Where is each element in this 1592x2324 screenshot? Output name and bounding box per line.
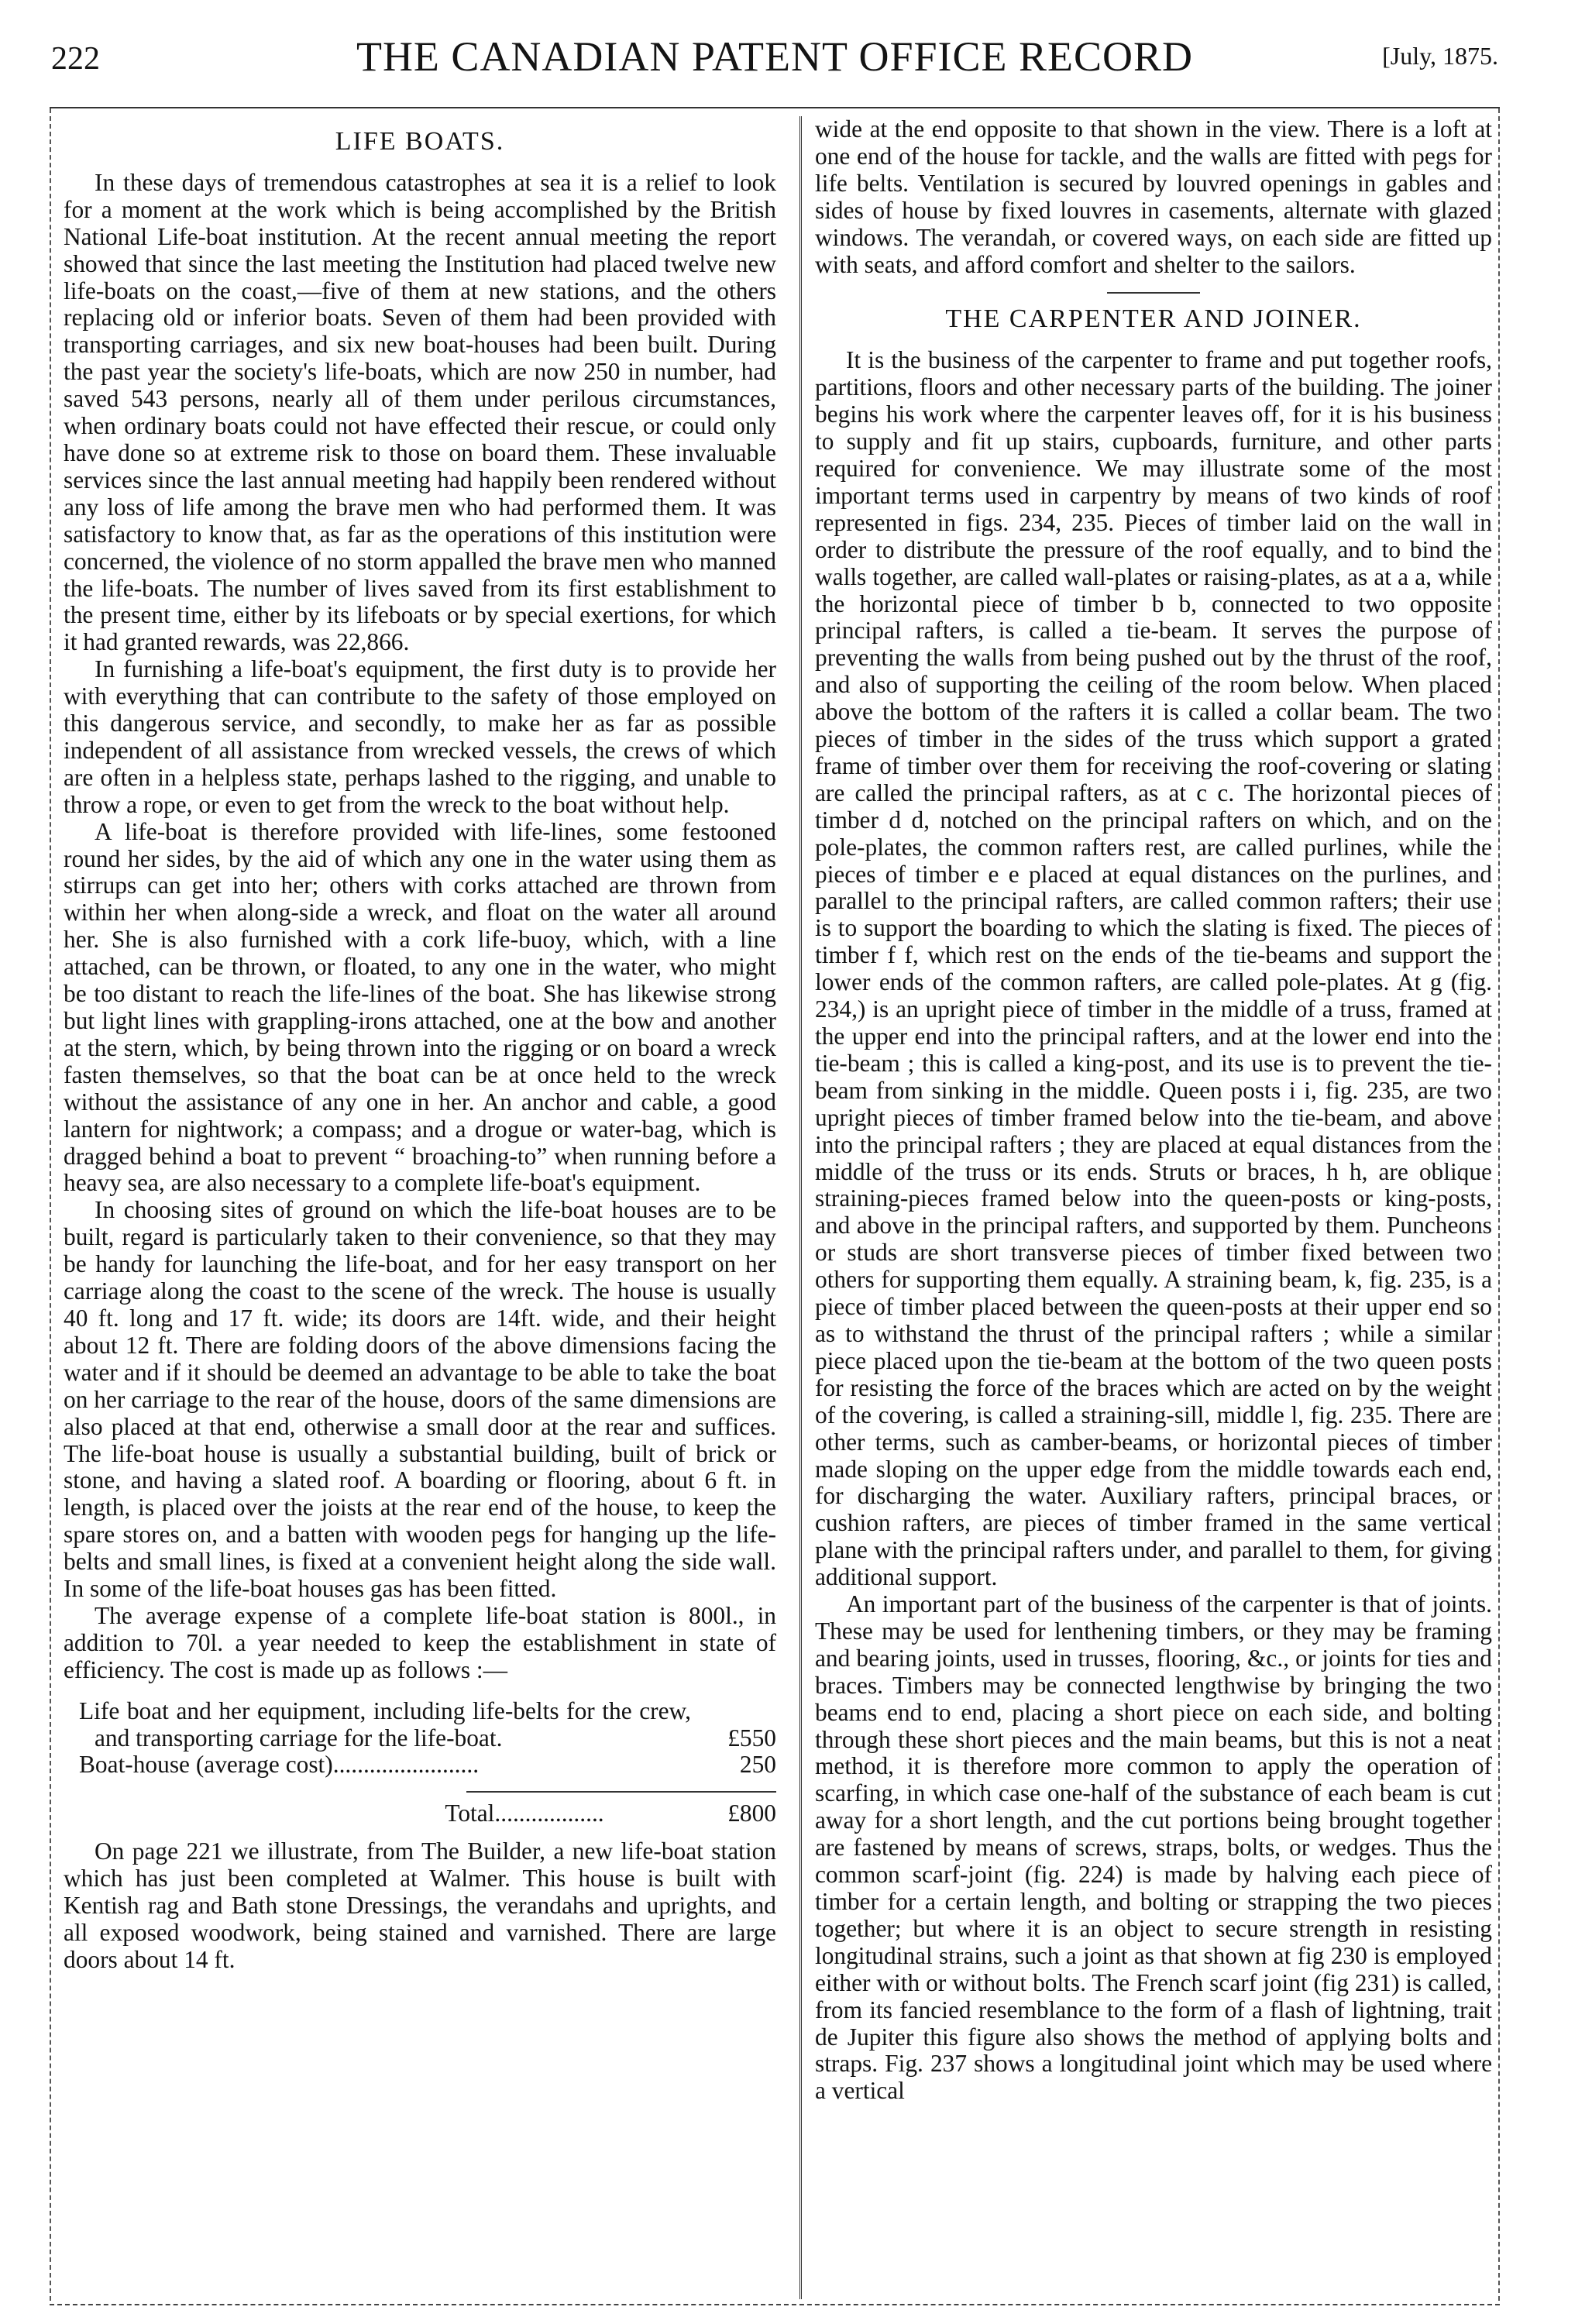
life-boats-paragraph-6: On page 221 we illustrate, from The Builder, a new life-boat station which has just been completed at Walmer. This house is built with Kentish rag and Bath stone Dressings, the verandahs and uprights, and all exposed woodwork, being stained and varnished. There are large doors about 14 ft. [64,1838,776,1973]
life-boats-paragraph-3: A life-boat is therefore provided with life-lines, some festooned round her sides, by the aid of which any one in the water using them as stirrups can get into her; others with corks attached are thrown from within her when along-side a wreck, and float on the water all around her. She is also furnished with a cork life-buoy, which, with a line attached, can be thrown, or floated, to any one in the water, who might be too distant to reach the life-lines of the boat. She has likewise strong but light lines with grappling-irons attached, one at the bow and another at the stern, which, by being thrown into the rigging or on board a wreck fasten themselves, so that the boat can be at once held to the wreck without the assistance of any one in her. An anchor and cable, a good lantern for nightwork; a compass; and a drogue or water-bag, which is dragged behind a boat to prevent “ broaching-to” when running before a heavy sea, are also necessary to a complete life-boat's equipment. [64,817,776,1197]
total-rule [466,1791,776,1793]
cost-amount: £550 [727,1724,776,1752]
cost-label: Life boat and her equipment, including life-belts for the crew, and transporting carriage for the life-boat. [79,1697,691,1752]
total-amount: £800 [727,1800,776,1827]
page-number: 222 [51,41,100,77]
carpenter-paragraph-2: An important part of the business of the carpenter is that of joints. These may be used for lenthening timbers, or they may be framing and bearing joints, used in trusses, flooring, &c., or joints for ties and braces. Timbers may be connected lengthwise by bringing the two beams end to end, placing a short piece on each side, and bolting through these short pieces and the main beams, but this is not a neat method, it is therefore more common to apply the operation of scarfing, in which case one-half of the substance of each beam is cut away for a short length, and the cut portions being brought together are fastened by means of screws, straps, bolts, or wedges. Thus the common scarf-joint (fig. 224) is made by halving each piece of timber for a certain length, and bolting or strapping the two pieces together; but where it is an object to secure strength in resisting longitudinal strains, such a joint as that shown at fig 230 is employed either with or without bolts. The French scarf joint (fig 231) is called, from its fancied resemblance to the form of a flash of lightning, trait de Jupiter this figure also shows the method of applying bolts and straps. Fig. 237 shows a longitudinal joint which may be used where a vertical [815,1590,1492,2105]
issue-date: [July, 1875. [1382,42,1498,70]
page-header [51,31,1498,85]
cost-amount: 250 [739,1751,776,1779]
carpenter-heading: THE CARPENTER AND JOINER. [945,304,1362,334]
left-column [64,116,776,1974]
journal-title: THE CANADIAN PATENT OFFICE RECORD [356,33,1194,80]
total-label: Total.................. [445,1800,604,1827]
section-rule [1107,292,1200,294]
life-boats-continuation: wide at the end opposite to that shown in the view. There is a loft at one end of the house for tackle, and the walls are fitted with pegs for life belts. Ventilation is secured by louvred openings in gables and sides of house by fixed louvres in casements, alternate with glazed windows. The verandah, or covered ways, on each side are fitted up with seats, and afford comfort and shelter to the sailors. [815,115,1492,278]
life-boats-paragraph-4: In choosing sites of ground on which the life-boat houses are to be built, regard is particularly taken to their convenience, so that they may be handy for launching the life-boat, and for her easy transport on her carriage along the coast to the scene of the wreck. The house is usually 40 ft. long and 17 ft. wide; its doors are 14ft. wide, and their height about 12 ft. There are folding doors of the above dimensions facing the water and if it should be deemed an advantage to be able to take the boat on her carriage to the rear of the house, doors of the same dimensions are also placed at that end, otherwise a small door at the rear and suffices. The life-boat house is usually a substantial building, built of brick or stone, and having a slated roof. A boarding or flooring, about 6 ft. in length, is placed over the joists at the rear end of the house, to keep the spare stores on, and a batten with wooden pegs for hanging up the life-belts and small lines, is fixed at a convenient height along the side wall. In some of the life-boat houses gas has been fitted. [64,1196,776,1603]
frame-right-border [1498,108,1500,2301]
life-boats-paragraph-2: In furnishing a life-boat's equipment, the first duty is to provide her with everything that can contribute to the safety of those employed on this dangerous service, and secondly, to make her as far as possible independent of all assistance from wrecked vessels, the crews of which are often in a helpless state, perhaps lashed to the rigging, and unable to throw a rope, or even to get from the wreck to the boat without help. [64,655,776,818]
life-boats-heading: LIFE BOATS. [335,127,505,156]
cost-row [64,1698,776,1752]
total-row [64,1800,776,1827]
life-boats-paragraph-5: The average expense of a complete life-boat station is 800l., in addition to 70l. a year needed to keep the establishment in state of efficiency. The cost is made up as follows :— [64,1601,776,1683]
cost-row [64,1752,776,1779]
frame-left-border [50,108,51,2301]
carpenter-paragraph-1: It is the business of the carpenter to frame and put together roofs, partitions, floors and other necessary parts of the building. The joiner begins his work where the carpenter leaves off, for it is his business to supply and fit up stairs, cupboards, furniture, and other parts required for convenience. We may illustrate some of the most important terms used in carpentry by means of two kinds of roof represented in figs. 234, 235. Pieces of timber laid on the wall in order to distribute the pressure of the roof equally, and to bind the walls together, are called wall-plates or raising-plates, as at a a, while the horizontal piece of timber b b, connected to two opposite principal rafters, is called a tie-beam. It serves the purpose of preventing the walls from being pushed out by the thrust of the roof, and also of supporting the ceiling of the room below. When placed above the bottom of the rafters it is called a collar beam. The two pieces of timber in the sides of the truss which support a grated frame of timber over them for receiving the roof-covering or slating are called the principal rafters, as at c c. The horizontal pieces of timber d d, notched on the principal rafters on which, and on the pole-plates, the common rafters rest, are called purlines, while the pieces of timber e e placed at equal distances on the purlines, and parallel to the principal rafters, are called common rafters; their use is to support the boarding to which the slating is fixed. The pieces of timber f f, which rest on the ends of the tie-beams and support the lower ends of the common rafters, are called pole-plates. At g (fig. 234,) is an upright piece of timber in the middle of a truss, framed at the upper end into the principal rafters, and at the lower end into the tie-beam ; this is called a king-post, and its use is to prevent the tie-beam from sinking in the middle. Queen posts i i, fig. 235, are two upright pieces of timber framed below into the tie-beam, and above into the principal rafters ; they are placed at equal distances from the middle of the truss or its ends. Struts or braces, h h, are oblique straining-pieces framed below into the queen-posts or king-posts, and above in the principal rafters, and supported by them. Puncheons or studs are short transverse pieces of timber fixed between two others for supporting them equally. A straining beam, k, fig. 235, is a piece of timber placed between the queen-posts at their upper end so as to withstand the thrust of the principal rafters ; while a similar piece placed upon the tie-beam at the bottom of the two queen posts for resisting the force of the braces which are acted on by the weight of the covering, is called a straining-sill, middle l, fig. 235. There are other terms, such as camber-beams, or horizontal pieces of timber made sloping on the upper edge from the middle towards each end, for discharging the water. Auxiliary rafters, principal braces, or cushion rafters, are pieces of timber framed in the same vertical plane with the principal rafters under, and parallel to them, for giving additional support. [815,346,1492,1591]
cost-label: Boat-house (average cost)........................ [79,1751,480,1779]
life-boats-paragraph-1: In these days of tremendous catastrophes at sea it is a relief to look for a moment at the work which is being accomplished by the British National Life-boat institution. At the recent annual meeting the report showed that since the last meeting the Institution had placed twelve new life-boats on the coast,—five of them at new stations, and the others replacing old or inferior boats. Seven of them had been provided with transporting carriages, and six new boat-houses had been built. During the past year the society's life-boats, which are now 250 in number, had saved 543 persons, nearly all of them under perilous circumstances, when ordinary boats could not have effected their rescue, or could only have done so at extreme risk to those on board them. These invaluable services since the last annual meeting had happily been rendered without any loss of life among the brave men who had performed them. It was satisfactory to know that, as far as the operations of this institution were concerned, the violence of no storm appalled the brave men who manned the life-boats. The number of lives saved from its first establishment to the present time, either by its lifeboats or by special exertions, for which it had granted rewards, was 22,866. [64,168,776,656]
column-divider [799,116,802,2299]
right-column [815,116,1492,2105]
cost-table [64,1698,776,1828]
